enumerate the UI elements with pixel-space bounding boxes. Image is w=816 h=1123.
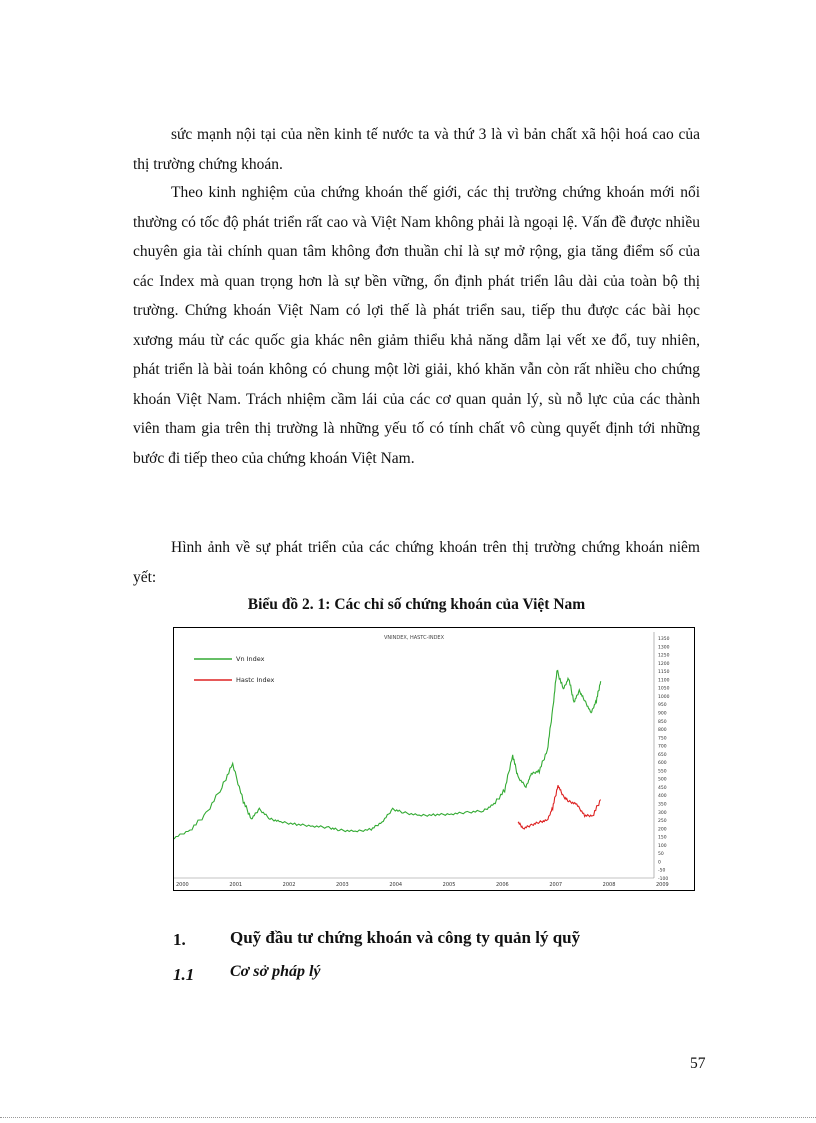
- x-tick-label: 2004: [389, 882, 403, 888]
- paragraph-2: Theo kinh nghiệm của chứng khoán thế giới, các thị trường chứng khoán mới nổi thường có tốc độ phát triển rất cao và Việt Nam không phải là ngoại lệ. Vấn đề được nhiều chuyên gia tài chính quan tâm không đơn thuần chỉ là sự mở rộng, gia tăng điểm số của các Index mà quan trọng hơn là sự bền vững, ổn định phát triển lâu dài của toàn bộ thị trường. Chứng khoán Việt Nam có lợi thế là phát triển sau, tiếp thu được các bài học xương máu từ các quốc gia khác nên giảm thiểu khả năng dẫm lại vết xe đổ, tuy nhiên, phát triển là bài toán không có chung một lời giải, khó khăn vẫn còn rất nhiều cho chứng khoán Việt Nam. Trách nhiệm cầm lái của các cơ quan quản lý, sù nỗ lực của các thành viên tham gia trên thị trường là những yếu tố có tính chất vô cùng quyết định tới những bước đi tiếp theo của chứng khoán Việt Nam.: [133, 184, 700, 467]
- y-tick-label: 1250: [658, 653, 670, 659]
- y-tick-label: 250: [658, 819, 667, 825]
- section-1-1-number: 1.1: [173, 965, 195, 984]
- x-tick-label: 2005: [442, 882, 456, 888]
- y-tick-label: 900: [658, 711, 667, 717]
- x-tick-label: 2001: [229, 882, 243, 888]
- y-tick-label: 550: [658, 769, 667, 775]
- y-tick-label: 700: [658, 744, 667, 750]
- paragraph-1: sức mạnh nội tại của nền kinh tế nước ta và thứ 3 là vì bản chất xã hội hoá cao của thị trường chứng khoán.: [133, 126, 700, 173]
- section-1-title: Quỹ đầu tư chứng khoán và công ty quản lý quỹ: [230, 928, 581, 947]
- y-tick-label: 800: [658, 728, 667, 734]
- y-tick-label: 650: [658, 752, 667, 758]
- x-tick-label: 2002: [282, 882, 296, 888]
- paragraph-3: Hình ảnh về sự phát triển của các chứng khoán trên thị trường chứng khoán niêm yết:: [133, 539, 700, 586]
- y-tick-label: 1050: [658, 686, 670, 692]
- chart-frame: [173, 627, 695, 891]
- section-1-number: 1.: [173, 930, 186, 949]
- x-tick-label: 2003: [336, 882, 349, 888]
- y-tick-label: 150: [658, 835, 667, 841]
- y-tick-label: 950: [658, 703, 667, 709]
- legend-label-vn: Vn Index: [236, 655, 265, 663]
- y-tick-label: 100: [658, 843, 667, 849]
- y-tick-label: -100: [658, 877, 669, 882]
- y-tick-label: 1200: [658, 661, 670, 667]
- y-tick-label: 1350: [658, 637, 670, 642]
- y-tick-label: 450: [658, 785, 667, 791]
- section-1-1-title: Cơ sở pháp lý: [230, 963, 321, 980]
- y-tick-label: 500: [658, 777, 667, 783]
- y-tick-label: 1300: [658, 645, 670, 651]
- legend-label-hastc: Hastc Index: [236, 676, 275, 684]
- x-tick-label: 2007: [549, 882, 563, 888]
- x-tick-label: 2000: [176, 882, 189, 888]
- y-tick-label: 750: [658, 736, 667, 742]
- y-tick-label: 300: [658, 810, 667, 816]
- y-tick-label: 1000: [658, 694, 670, 700]
- y-tick-label: 1150: [658, 670, 670, 676]
- page-number: 57: [690, 1055, 706, 1072]
- index-chart: [174, 628, 694, 890]
- y-tick-label: 0: [658, 860, 661, 866]
- y-tick-label: -50: [658, 868, 666, 874]
- y-tick-label: 200: [658, 827, 667, 833]
- chart-title: VNINDEX, HASTC-INDEX: [383, 635, 445, 641]
- y-tick-label: 1100: [658, 678, 670, 684]
- y-tick-label: 50: [658, 852, 664, 858]
- y-tick-label: 600: [658, 761, 667, 767]
- y-tick-label: 400: [658, 794, 667, 800]
- chart-caption: Biểu đồ 2. 1: Các chỉ số chứng khoán của Việt Nam: [247, 596, 586, 613]
- x-tick-label: 2009: [656, 882, 669, 888]
- x-tick-label: 2008: [602, 882, 616, 888]
- page-bottom-rule: [0, 1117, 816, 1118]
- y-tick-label: 350: [658, 802, 667, 808]
- x-tick-label: 2006: [496, 882, 509, 888]
- y-tick-label: 850: [658, 719, 667, 725]
